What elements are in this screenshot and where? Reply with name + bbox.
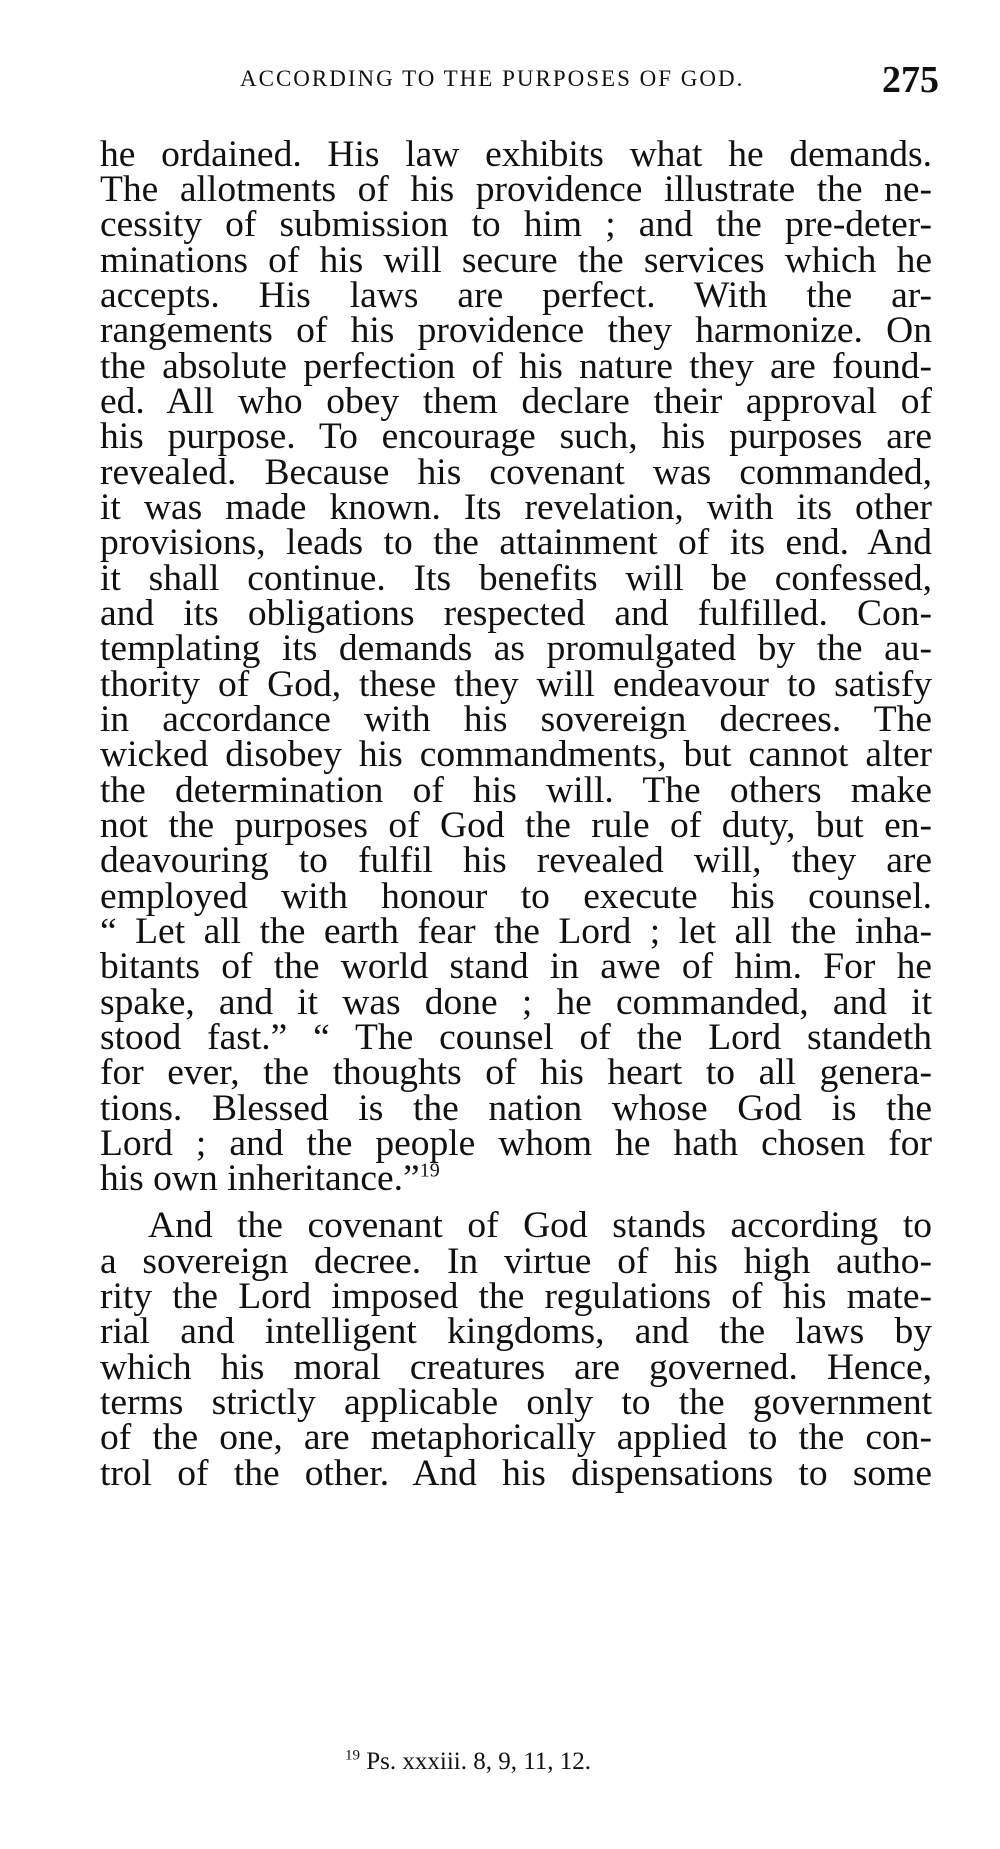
text-line: ed. All who obey them declare their approval of [100,381,932,422]
footnote-reference: 19 [419,1159,440,1182]
text-line: rial and intelligent kingdoms, and the laws by [100,1311,932,1352]
text-line: accepts. His laws are perfect. With the ar- [100,275,932,316]
text-line: employed with honour to execute his counsel. [100,876,932,917]
text-line: “ Let all the earth fear the Lord ; let all the inha- [100,911,932,952]
text-line: tions. Blessed is the nation whose God is the [100,1088,932,1129]
text-line: And the covenant of God stands according to [148,1205,932,1246]
text-line: of the one, are metaphorically applied to the con- [100,1417,932,1458]
text-line: he ordained. His law exhibits what he demands. [100,134,932,175]
text-line: trol of the other. And his dispensations to some [100,1453,932,1494]
text-line: terms strictly applicable only to the government [100,1382,932,1423]
text-line: bitants of the world stand in awe of him. For he [100,946,932,987]
text-line: minations of his will secure the services which he [100,240,932,281]
text-line: not the purposes of God the rule of duty, but en- [100,805,932,846]
text-line: revealed. Because his covenant was commanded, [100,452,932,493]
text-line: his purpose. To encourage such, his purposes are [100,416,932,457]
text-line: rangements of his providence they harmonize. On [100,310,932,351]
running-title: ACCORDING TO THE PURPOSES OF GOD. [240,66,745,91]
text-line: and its obligations respected and fulfilled. Con- [100,593,932,634]
text-line: spake, and it was done ; he commanded, and it [100,982,932,1023]
footnote [345,1748,591,1776]
text-line: for ever, the thoughts of his heart to all genera- [100,1052,932,1093]
text-line: deavouring to fulfil his revealed will, they are [100,840,932,881]
text-line: stood fast.” “ The counsel of the Lord standeth [100,1017,932,1058]
footnote-number: 19 [345,1747,360,1764]
text-line: in accordance with his sovereign decrees. The [100,699,932,740]
text-line: The allotments of his providence illustrate the ne- [100,169,932,210]
text-line: provisions, leads to the attainment of its end. And [100,522,932,563]
text-line: which his moral creatures are governed. Hence, [100,1347,932,1388]
text-line: templating its demands as promulgated by the au- [100,628,932,669]
text-line: the determination of his will. The others make [100,770,932,811]
text-line: it was made known. Its revelation, with its other [100,487,932,528]
text-line-content: his own inheritance.” [100,1158,420,1199]
footnote-text: Ps. xxxiii. 8, 9, 11, 12. [366,1748,592,1775]
text-line: the absolute perfection of his nature they are found- [100,346,932,387]
text-line-last [100,1158,932,1200]
text-line: thority of God, these they will endeavour to satisfy [100,664,932,705]
page-number: 275 [882,59,939,101]
text-line: a sovereign decree. In virtue of his high autho- [100,1241,932,1282]
text-line: it shall continue. Its benefits will be confessed, [100,558,932,599]
text-line: Lord ; and the people whom he hath chosen for [100,1123,932,1164]
text-line: wicked disobey his commandments, but cannot alter [100,734,932,775]
text-line: cessity of submission to him ; and the pre-deter- [100,204,932,245]
text-line: rity the Lord imposed the regulations of his mate- [100,1276,932,1317]
